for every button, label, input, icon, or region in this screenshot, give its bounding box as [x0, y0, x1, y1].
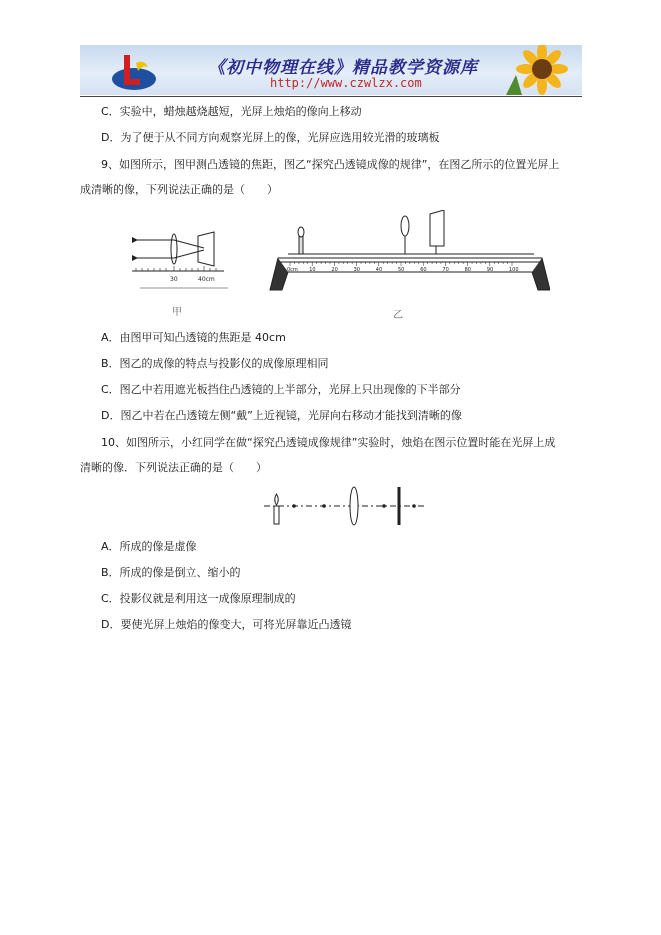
q9-option-d: D．图乙中若在凸透镜左侧“戴”上近视镜，光屏向右移动才能找到清晰的像 [101, 409, 462, 422]
banner-title: 《初中物理在线》精品教学资源库 [208, 58, 478, 78]
jia-tick-30: 30 [170, 276, 178, 283]
q10-option-a: A．所成的像是虚像 [101, 540, 197, 553]
figure-yi [268, 210, 550, 322]
yi-scale-label: 30 [353, 267, 360, 273]
option-c: C．实验中，蜡烛越烧越短，光屏上烛焰的像向上移动 [101, 105, 362, 118]
yi-scale-label: 0cm [287, 267, 298, 273]
yi-scale-label: 100 [509, 267, 519, 273]
site-logo-icon [110, 49, 158, 93]
question-10-line1: 10、如图所示，小红同学在做“探究凸透镜成像规律”实验时，烛焰在图示位置时能在光屏上成 [101, 436, 556, 449]
yi-scale-label: 20 [331, 267, 338, 273]
figure-10 [262, 486, 428, 526]
option-d: D．为了便于从不同方向观察光屏上的像，光屏应选用较光滑的玻璃板 [101, 131, 440, 144]
q10-option-b: B．所成的像是倒立、缩小的 [101, 566, 241, 579]
jia-caption: 甲 [172, 307, 182, 318]
yi-scale-label: 80 [464, 267, 471, 273]
q9-option-b: B．图乙的成像的特点与投影仪的成像原理相同 [101, 357, 329, 370]
question-9-line1: 9、如图所示，图甲测凸透镜的焦距，图乙“探究凸透镜成像的规律”，在图乙所示的位置光屏上 [101, 158, 560, 171]
header-banner [80, 45, 582, 95]
sunflower-icon [492, 45, 578, 95]
q9-option-c: C．图乙中若用遮光板挡住凸透镜的上半部分，光屏上只出现像的下半部分 [101, 383, 461, 396]
figure-jia [128, 226, 228, 322]
yi-scale-label: 60 [420, 267, 427, 273]
yi-scale-label: 40 [375, 267, 383, 273]
yi-caption: 乙 [393, 310, 403, 321]
jia-tick-40: 40cm [198, 276, 215, 283]
q10-option-d: D．要使光屏上烛焰的像变大，可将光屏靠近凸透镜 [101, 618, 352, 631]
q9-option-a: A．由图甲可知凸透镜的焦距是 40cm [101, 331, 286, 344]
question-10-line2: 清晰的像．下列说法正确的是（ ） [80, 461, 267, 474]
yi-scale-label: 10 [309, 267, 316, 273]
question-9-line2: 成清晰的像，下列说法正确的是（ ） [80, 183, 278, 196]
yi-scale-label: 70 [442, 267, 449, 273]
banner-url[interactable]: http://www.czwlzx.com [270, 76, 422, 90]
q10-option-c: C．投影仪就是利用这一成像原理制成的 [101, 592, 296, 605]
header-divider [80, 96, 582, 97]
yi-scale-label: 90 [486, 267, 494, 273]
yi-scale-label: 50 [398, 267, 405, 273]
